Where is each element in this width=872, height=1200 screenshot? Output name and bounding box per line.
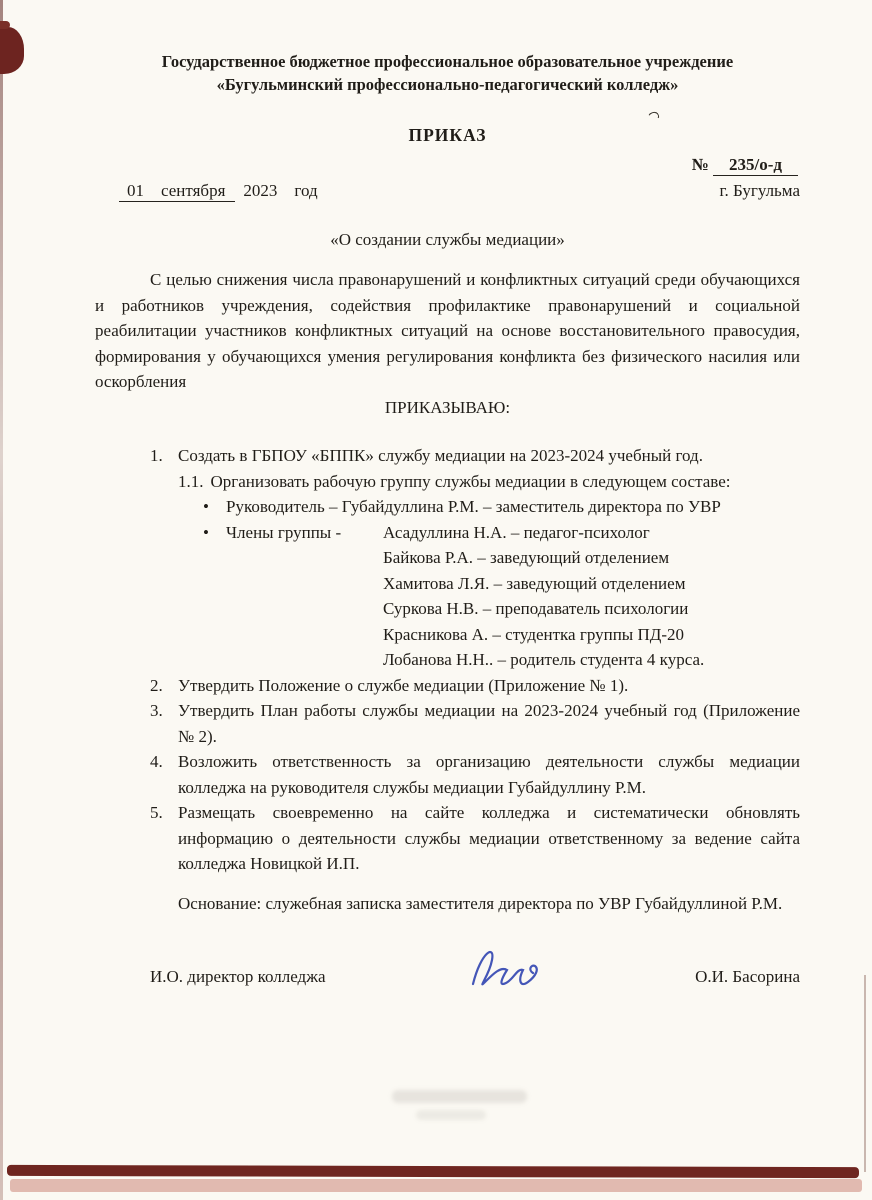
scan-edge-left-artifact: [0, 0, 3, 1200]
item-body: [178, 443, 800, 673]
document-body: [95, 40, 800, 1006]
order-number-value: 235/о-д: [713, 155, 798, 176]
organization-header: [95, 40, 800, 96]
sub-item-1-1: [178, 469, 800, 495]
order-city: г. Бугульма: [719, 181, 800, 200]
order-number-label: №: [691, 154, 709, 174]
pencil-smudge: [416, 1110, 486, 1120]
scan-edge-right-artifact: [864, 975, 866, 1172]
order-number-row: [95, 152, 800, 178]
members-list: [383, 520, 800, 673]
member-item: Красникова А. – студентка группы ПД-20: [383, 624, 684, 644]
document-title: ПРИКАЗ: [408, 125, 487, 145]
item-5-text: Размещать своевременно на сайте колледжа и систематически обновлять информацию о деятельности службы медиации ответственному за ведение сайта колледжа Новицкой И.П.: [178, 803, 800, 873]
item-2-text: Утвердить Положение о службе медиации (Приложение № 1).: [178, 675, 629, 695]
scan-edge-bottom-dark-artifact: [7, 1165, 859, 1178]
pencil-smudge: [392, 1090, 527, 1103]
order-items-list: [95, 443, 800, 877]
sub-item-number: 1.1.: [178, 471, 204, 491]
member-item: Хамитова Л.Я. – заведующий отделением: [383, 573, 686, 593]
member-item: Суркова Н.В. – преподаватель психологии: [383, 599, 689, 618]
order-date-rest: 2023 год: [243, 181, 318, 200]
item-number: 1.: [150, 446, 163, 465]
scan-corner-artifact: [0, 27, 24, 74]
order-item-4: [150, 749, 800, 800]
scan-edge-bottom-light-artifact: [10, 1179, 862, 1192]
order-item-1: [150, 443, 800, 673]
member-item: Байкова Р.А. – заведующий отделением: [383, 548, 670, 567]
signature-ink-icon: [465, 940, 555, 998]
decree-word: ПРИКАЗЫВАЮ:: [384, 397, 511, 417]
bullet-icon: •: [203, 497, 209, 516]
order-basis: Основание: служебная записка заместителя директора по УВР Губайдуллиной Р.М.: [178, 893, 783, 913]
order-item-5: [150, 800, 800, 877]
signer-role: И.О. директор колледжа: [150, 967, 326, 987]
order-date-underlined: 01 сентября: [119, 181, 235, 202]
bullet-icon: •: [203, 522, 209, 542]
bullet-leader-text: Руководитель – Губайдуллина Р.М. – заместитель директора по УВР: [226, 497, 721, 516]
organization-name-line1: Государственное бюджетное профессиональное образовательное учреждение: [161, 52, 734, 71]
item-number: 3.: [150, 701, 163, 720]
order-item-2: [150, 673, 800, 699]
bullet-leader-row: [203, 494, 800, 520]
order-preamble: С целью снижения числа правонарушений и конфликтных ситуаций среди обучающихся и работников учреждения, содействия профилактике правонарушений и социальной реабилитации участников конфликтных ситуаций на основе восстановительного правосудия, формирования у обучающихся умения регулирования конфликта без физического насилия или оскорбления: [95, 270, 800, 391]
order-item-3: [150, 698, 800, 749]
item-number: 2.: [150, 675, 163, 695]
order-date: [95, 178, 318, 204]
member-item: Асадуллина Н.А. – педагог-психолог: [383, 522, 650, 542]
item-number: 5.: [150, 803, 163, 822]
sub-item-text: Организовать рабочую группу службы медиации в следующем составе:: [210, 471, 731, 491]
signature-row: [95, 948, 800, 1006]
item-number: 4.: [150, 752, 163, 771]
item-4-text: Возложить ответственность за организацию деятельности службы медиации колледжа на руководителя службы медиации Губайдуллину Р.М.: [178, 752, 800, 797]
item-3-text: Утвердить План работы службы медиации на 2023-2024 учебный год (Приложение № 2).: [178, 701, 800, 746]
date-city-row: [95, 178, 800, 204]
bullet-members-row: [203, 520, 800, 673]
members-label: Члены группы -: [226, 522, 342, 542]
organization-name-line2: «Бугульминский профессионально-педагогический колледж»: [216, 75, 679, 94]
item-1-text: Создать в ГБПОУ «БППК» службу медиации на 2023-2024 учебный год.: [178, 446, 703, 465]
signer-name: О.И. Басорина: [695, 967, 800, 987]
member-item: Лобанова Н.Н.. – родитель студента 4 курса.: [383, 650, 705, 669]
handwritten-signature: [326, 940, 696, 998]
order-subject: «О создании службы медиации»: [330, 229, 565, 249]
members-block: [226, 520, 800, 673]
